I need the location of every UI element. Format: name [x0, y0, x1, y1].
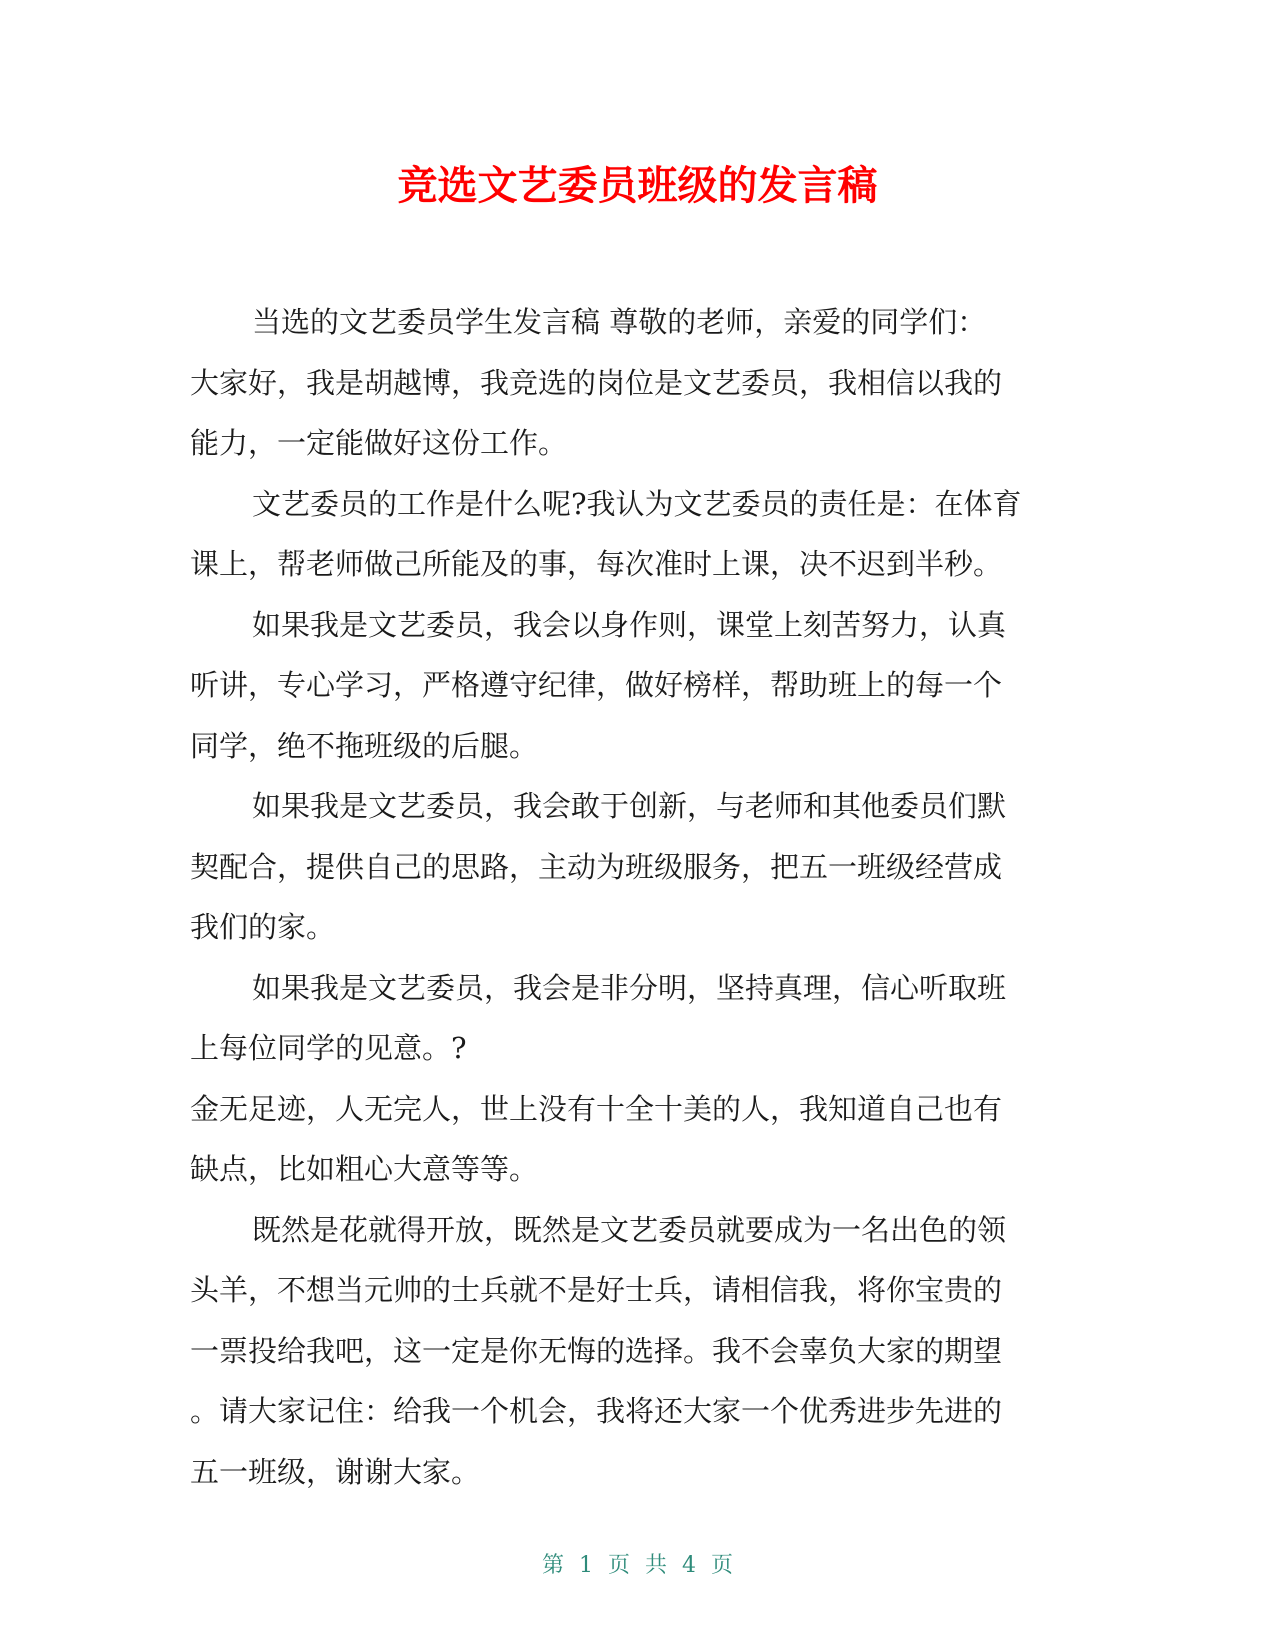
paragraph-line: 金无足迹，人无完人，世上没有十全十美的人，我知道自己也有 [190, 1091, 1003, 1126]
paragraph-line: 如果我是文艺委员，我会以身作则，课堂上刻苦努力，认真 [252, 607, 1007, 642]
paragraph-line: 课上，帮老师做己所能及的事，每次准时上课，决不迟到半秒。 [190, 547, 1003, 581]
paragraph-line: 大家好，我是胡越博，我竞选的岗位是文艺委员，我相信以我的 [190, 365, 1003, 400]
paragraph-line: 五一班级，谢谢大家。 [190, 1454, 481, 1489]
paragraph-line: 我们的家。 [190, 910, 336, 944]
paragraph-line: 。请大家记住：给我一个机会，我将还大家一个优秀进步先进的 [190, 1394, 1003, 1428]
paragraph-line: 文艺委员的工作是什么呢?我认为文艺委员的责任是：在体育 [252, 486, 1022, 521]
document-title: 竞选文艺委员班级的发言稿 [397, 163, 878, 209]
footer-current-page: 1 [578, 1553, 593, 1578]
paragraph-line: 头羊，不想当元帅的士兵就不是好士兵，请相信我，将你宝贵的 [190, 1273, 1003, 1307]
paragraph-line: 既然是花就得开放，既然是文艺委员就要成为一名出色的领 [252, 1212, 1007, 1247]
footer-total-label: 共 [645, 1553, 668, 1578]
footer-total-pages: 4 [682, 1553, 697, 1578]
paragraph-line: 上每位同学的见意。? [190, 1031, 467, 1065]
paragraph-line: 能力，一定能做好这份工作。 [190, 426, 568, 460]
paragraph-line: 当选的文艺委员学生发言稿 尊敬的老师，亲爱的同学们： [252, 305, 987, 339]
document-body [190, 292, 1080, 1502]
footer-total-unit: 页 [711, 1553, 734, 1578]
paragraph-line: 如果我是文艺委员，我会敢于创新，与老师和其他委员们默 [252, 789, 1007, 823]
paragraph-line: 契配合，提供自己的思路，主动为班级服务，把五一班级经营成 [190, 849, 1003, 884]
paragraph-line: 同学，绝不拖班级的后腿。 [190, 728, 539, 763]
paragraph-line: 如果我是文艺委员，我会是非分明，坚持真理，信心听取班 [252, 970, 1007, 1005]
page-footer [0, 1548, 1275, 1579]
paragraph-line: 缺点，比如粗心大意等等。 [190, 1152, 539, 1186]
footer-page-unit: 页 [607, 1553, 630, 1578]
paragraph-line: 听讲，专心学习，严格遵守纪律，做好榜样，帮助班上的每一个 [190, 668, 1003, 702]
footer-page-label: 第 [541, 1553, 564, 1578]
paragraph-line: 一票投给我吧，这一定是你无悔的选择。我不会辜负大家的期望 [190, 1333, 1003, 1368]
